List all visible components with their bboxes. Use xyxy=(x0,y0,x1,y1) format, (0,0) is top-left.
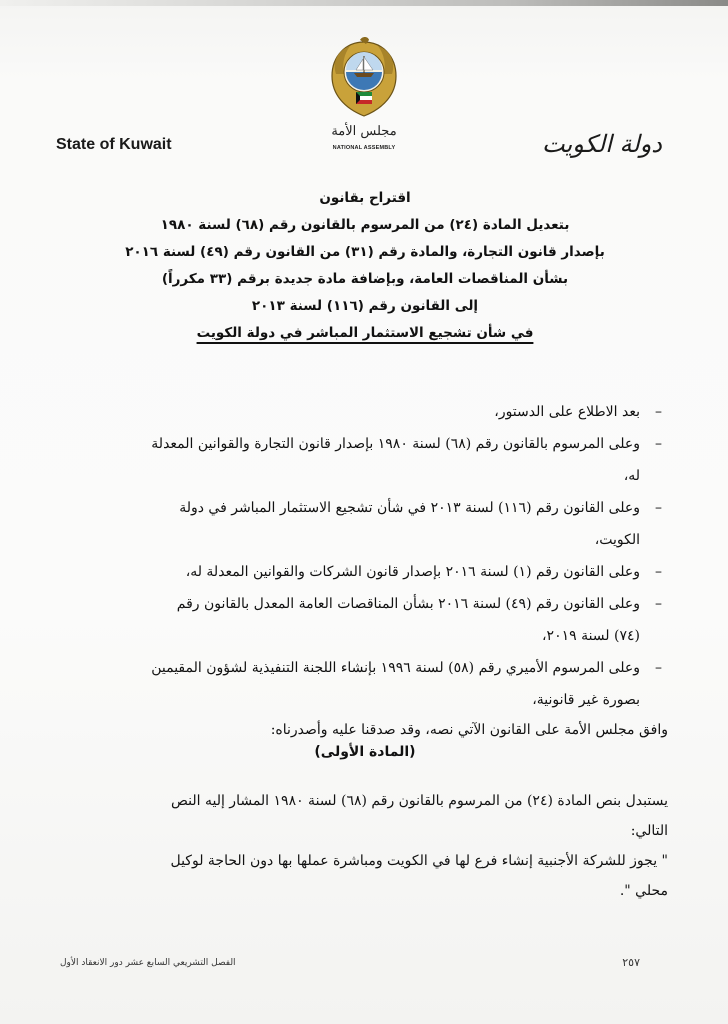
title-line: بإصدار قانون التجارة، والمادة رقم (٣١) من القانون رقم (٤٩) لسنة ٢٠١٦ xyxy=(125,244,605,260)
preamble-line: بعد الاطلاع على الدستور، xyxy=(494,404,640,420)
preamble-line: له، xyxy=(623,468,640,484)
preamble-line: الكويت، xyxy=(594,532,640,548)
state-name-arabic: دولة الكويت xyxy=(542,130,662,158)
preamble-item xyxy=(58,428,668,492)
preamble-item xyxy=(58,556,668,588)
assembly-name-arabic: مجلس الأمة xyxy=(331,124,397,139)
page-top-shadow xyxy=(0,0,728,6)
preamble-line: وعلى القانون رقم (٤٩) لسنة ٢٠١٦ بشأن المناقصات العامة المعدل بالقانون رقم xyxy=(176,596,640,612)
state-name-english: State of Kuwait xyxy=(56,136,172,153)
preamble-item xyxy=(58,652,668,716)
article-line: محلي ". xyxy=(619,883,668,899)
preamble-list xyxy=(58,396,668,716)
preamble-line: وعلى القانون رقم (١١٦) لسنة ٢٠١٣ في شأن تشجيع الاستثمار المباشر في دولة xyxy=(179,500,640,516)
title-line: اقتراح بقانون xyxy=(319,190,411,206)
proposal-title-block xyxy=(60,185,670,347)
title-line: بشأن المناقصات العامة، وبإضافة مادة جديدة برقم (٣٣ مكرراً) xyxy=(161,271,569,287)
title-line: إلى القانون رقم (١١٦) لسنة ٢٠١٣ xyxy=(251,298,479,314)
kuwait-national-emblem-icon xyxy=(326,36,402,122)
preamble-item xyxy=(58,588,668,652)
dash-bullet: – xyxy=(655,596,662,612)
footer-session: الفصل التشريعي السابع عشر دور الانعقاد الأول xyxy=(60,958,236,968)
article-line: التالي: xyxy=(630,823,668,839)
dash-bullet: – xyxy=(655,660,662,676)
preamble-line: وعلى القانون رقم (١) لسنة ٢٠١٦ بإصدار قانون الشركات والقوانين المعدلة له، xyxy=(185,564,640,580)
title-line-underlined xyxy=(60,320,670,347)
dash-bullet: – xyxy=(655,404,662,420)
article-line: " يجوز للشركة الأجنبية إنشاء فرع لها في الكويت ومباشرة عملها بها دون الحاجة لوكيل xyxy=(170,853,668,869)
approval-text: وافق مجلس الأمة على القانون الآتي نصه، وقد صدقنا عليه وأصدرناه: xyxy=(270,722,668,738)
preamble-item xyxy=(58,396,668,428)
preamble-line: (٧٤) لسنة ٢٠١٩، xyxy=(542,628,640,644)
title-line: بتعديل المادة (٢٤) من المرسوم بالقانون رقم (٦٨) لسنة ١٩٨٠ xyxy=(160,217,570,233)
article-heading: (المادة الأولى) xyxy=(314,744,416,760)
preamble-line: وعلى المرسوم بالقانون رقم (٦٨) لسنة ١٩٨٠ بإصدار قانون التجارة والقوانين المعدلة xyxy=(151,436,640,452)
preamble-line: وعلى المرسوم الأميري رقم (٥٨) لسنة ١٩٩٦ بإنشاء اللجنة التنفيذية لشؤون المقيمين xyxy=(151,660,640,676)
article-line: يستبدل بنص المادة (٢٤) من المرسوم بالقانون رقم (٦٨) لسنة ١٩٨٠ المشار إليه النص xyxy=(170,793,668,809)
approval-statement xyxy=(58,716,668,744)
preamble-item xyxy=(58,492,668,556)
page-number: ٢٥٧ xyxy=(622,956,640,969)
assembly-name-english: NATIONAL ASSEMBLY xyxy=(332,145,396,151)
dash-bullet: – xyxy=(655,564,662,580)
dash-bullet: – xyxy=(655,436,662,452)
dash-bullet: – xyxy=(655,500,662,516)
article-body xyxy=(58,786,668,906)
title-underlined-text: في شأن تشجيع الاستثمار المباشر في دولة الكويت xyxy=(196,325,534,341)
preamble-line: بصورة غير قانونية، xyxy=(532,692,640,708)
